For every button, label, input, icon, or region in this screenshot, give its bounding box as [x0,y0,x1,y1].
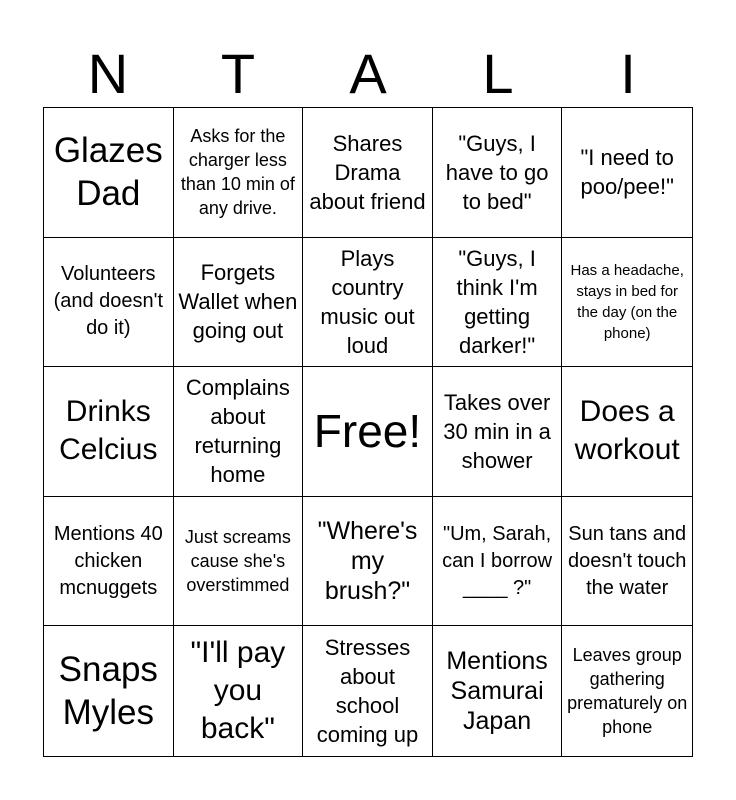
cell-text: Sun tans and doesn't touch the water [568,522,687,599]
bingo-cell[interactable] [562,626,692,756]
header-letter-t: T [220,42,256,105]
cell-text: "I need to poo/pee!" [580,145,674,200]
bingo-cell[interactable] [44,367,174,497]
header-letter-a: A [349,42,387,105]
bingo-cell[interactable] [303,108,433,238]
cell-text: Forgets Wallet when going out [178,260,298,344]
cell-text: Plays country music out loud [320,245,415,358]
cell-text: "Guys, I have to go to bed" [445,130,549,214]
bingo-cell[interactable] [562,238,692,368]
free-space[interactable] [303,367,433,497]
header-letter-n: N [87,42,129,105]
cell-text: Shares Drama about friend [309,130,426,214]
bingo-cell[interactable] [433,367,563,497]
bingo-cell[interactable] [433,626,563,756]
cell-text: Just screams cause she's overstimmed [184,527,291,596]
cell-text: Stresses about school coming up [316,635,419,748]
bingo-cell[interactable] [44,238,174,368]
cell-text: Snaps Myles [58,650,158,733]
bingo-cell[interactable] [174,108,304,238]
cell-text: Mentions Samurai Japan [446,647,548,736]
bingo-cell[interactable] [174,367,304,497]
bingo-cell[interactable] [433,238,563,368]
bingo-cell[interactable] [433,108,563,238]
bingo-cell[interactable] [174,497,304,627]
cell-text: Volunteers (and doesn't do it) [53,263,164,340]
bingo-cell[interactable] [303,497,433,627]
bingo-cell[interactable] [433,497,563,627]
cell-text: Takes over 30 min in a shower [443,389,551,473]
cell-text: "Guys, I think I'm getting darker!" [456,245,538,358]
cell-text: Complains about returning home [185,375,290,488]
cell-text: Does a workout [574,395,680,467]
cell-text: Has a headache, stays in bed for the day (on the phone) [570,261,684,342]
cell-text: "Where's my brush?" [317,517,418,606]
cell-text: "Um, Sarah, can I borrow ____ ?" [442,522,553,599]
bingo-cell[interactable] [44,108,174,238]
bingo-cell[interactable] [303,238,433,368]
bingo-header [43,40,693,108]
bingo-cell[interactable] [174,238,304,368]
cell-text: Leaves group gathering prematurely on phone [567,645,688,738]
bingo-cell[interactable] [562,108,692,238]
cell-text: Asks for the charger less than 10 min of any drive. [180,126,295,219]
free-space-text: Free! [313,405,422,458]
bingo-cell[interactable] [44,497,174,627]
cell-text: Drinks Celcius [59,395,158,467]
header-letter-l: L [482,42,514,105]
bingo-cell[interactable] [174,626,304,756]
header-letter-i: I [620,42,636,105]
cell-text: "I'll pay you back" [190,636,286,746]
bingo-cell[interactable] [562,367,692,497]
cell-text: Glazes Dad [53,131,163,214]
cell-text: Mentions 40 chicken mcnuggets [53,522,163,599]
bingo-cell[interactable] [44,626,174,756]
bingo-board [43,107,693,757]
bingo-cell[interactable] [303,626,433,756]
bingo-cell[interactable] [562,497,692,627]
